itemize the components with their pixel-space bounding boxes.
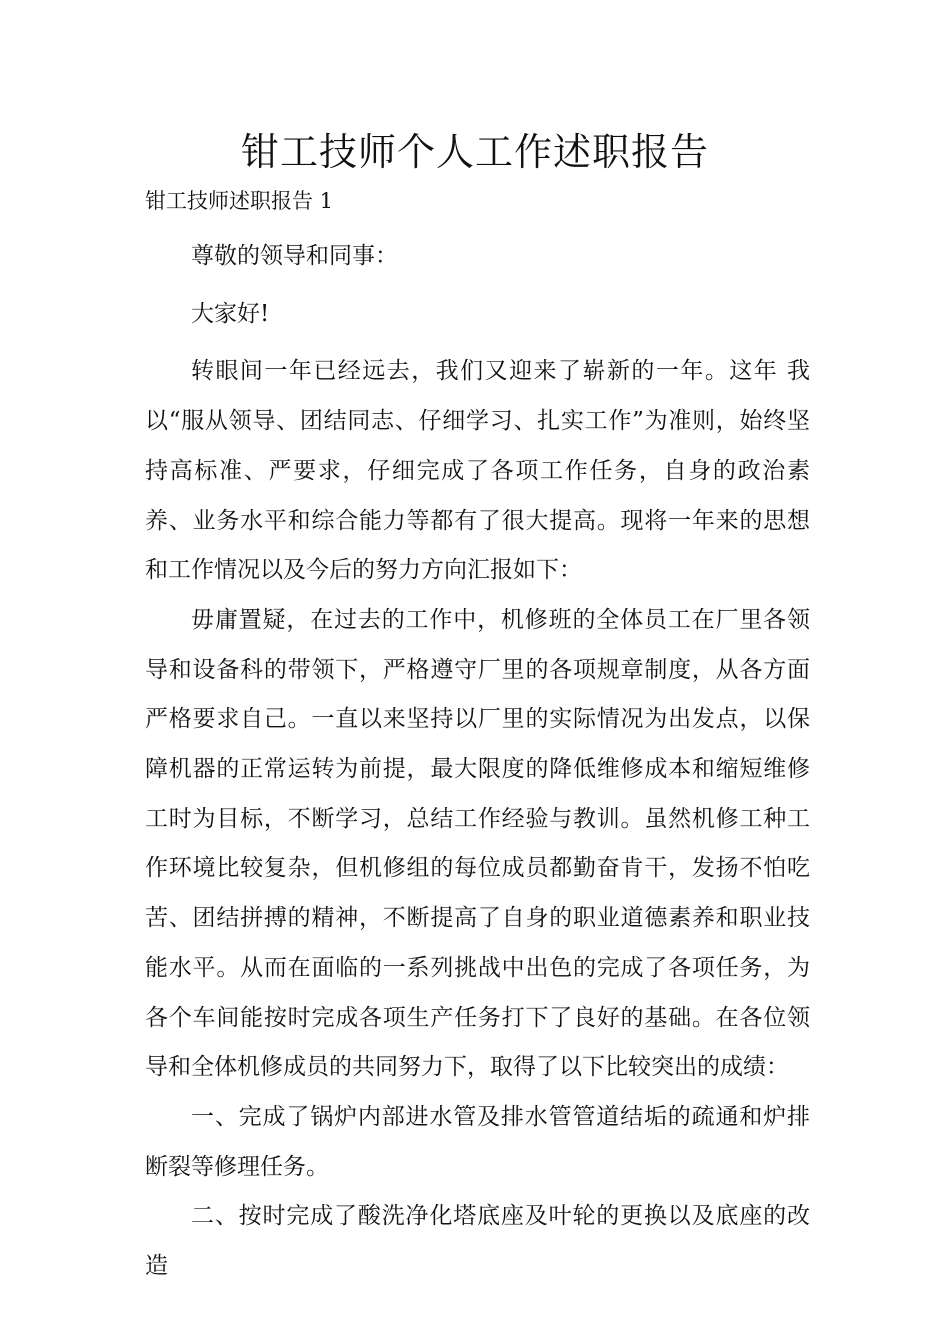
achievement-item-1: 一、完成了锅炉内部进水管及排水管管道结垢的疏通和炉排断裂等修理任务。	[145, 1103, 810, 1180]
document-title: 钳工技师个人工作述职报告	[240, 130, 709, 174]
greeting-paragraph: 大家好!	[191, 300, 270, 327]
intro-paragraph: 转眼间一年已经远去，我们又迎来了崭新的一年。这年 我以“服从领导、团结同志、仔细学习、扎实工作”为准则，始终坚持高标准、严要求，仔细完成了各项工作任务，自身的政治素养、业务水平和综合能力等都有了很大提高。现将一年来的思想和工作情况以及今后的努力方向汇报如下：	[145, 358, 810, 584]
document-subtitle: 钳工技师述职报告 1	[145, 189, 334, 213]
document-body	[145, 232, 810, 1292]
achievement-item-2: 二、按时完成了酸洗净化塔底座及叶轮的更换以及底座的改造	[145, 1203, 810, 1280]
work-summary-paragraph: 毋庸置疑，在过去的工作中，机修班的全体员工在厂里各领导和设备科的带领下，严格遵守厂里的各项规章制度，从各方面严格要求自己。一直以来坚持以厂里的实际情况为出发点，以保障机器的正常运转为前提，最大限度的降低维修成本和缩短维修工时为目标，不断学习，总结工作经验与教训。虽然机修工种工作环境比较复杂，但机修组的每位成员都勤奋肯干，发扬不怕吃苦、团结拼搏的精神，不断提高了自身的职业道德素养和职业技能水平。从而在面临的一系列挑战中出色的完成了各项任务，为各个车间能按时完成各项生产任务打下了良好的基础。在各位领导和全体机修成员的共同努力下，取得了以下比较突出的成绩：	[145, 606, 810, 1081]
salutation-paragraph: 尊敬的领导和同事：	[191, 243, 398, 269]
